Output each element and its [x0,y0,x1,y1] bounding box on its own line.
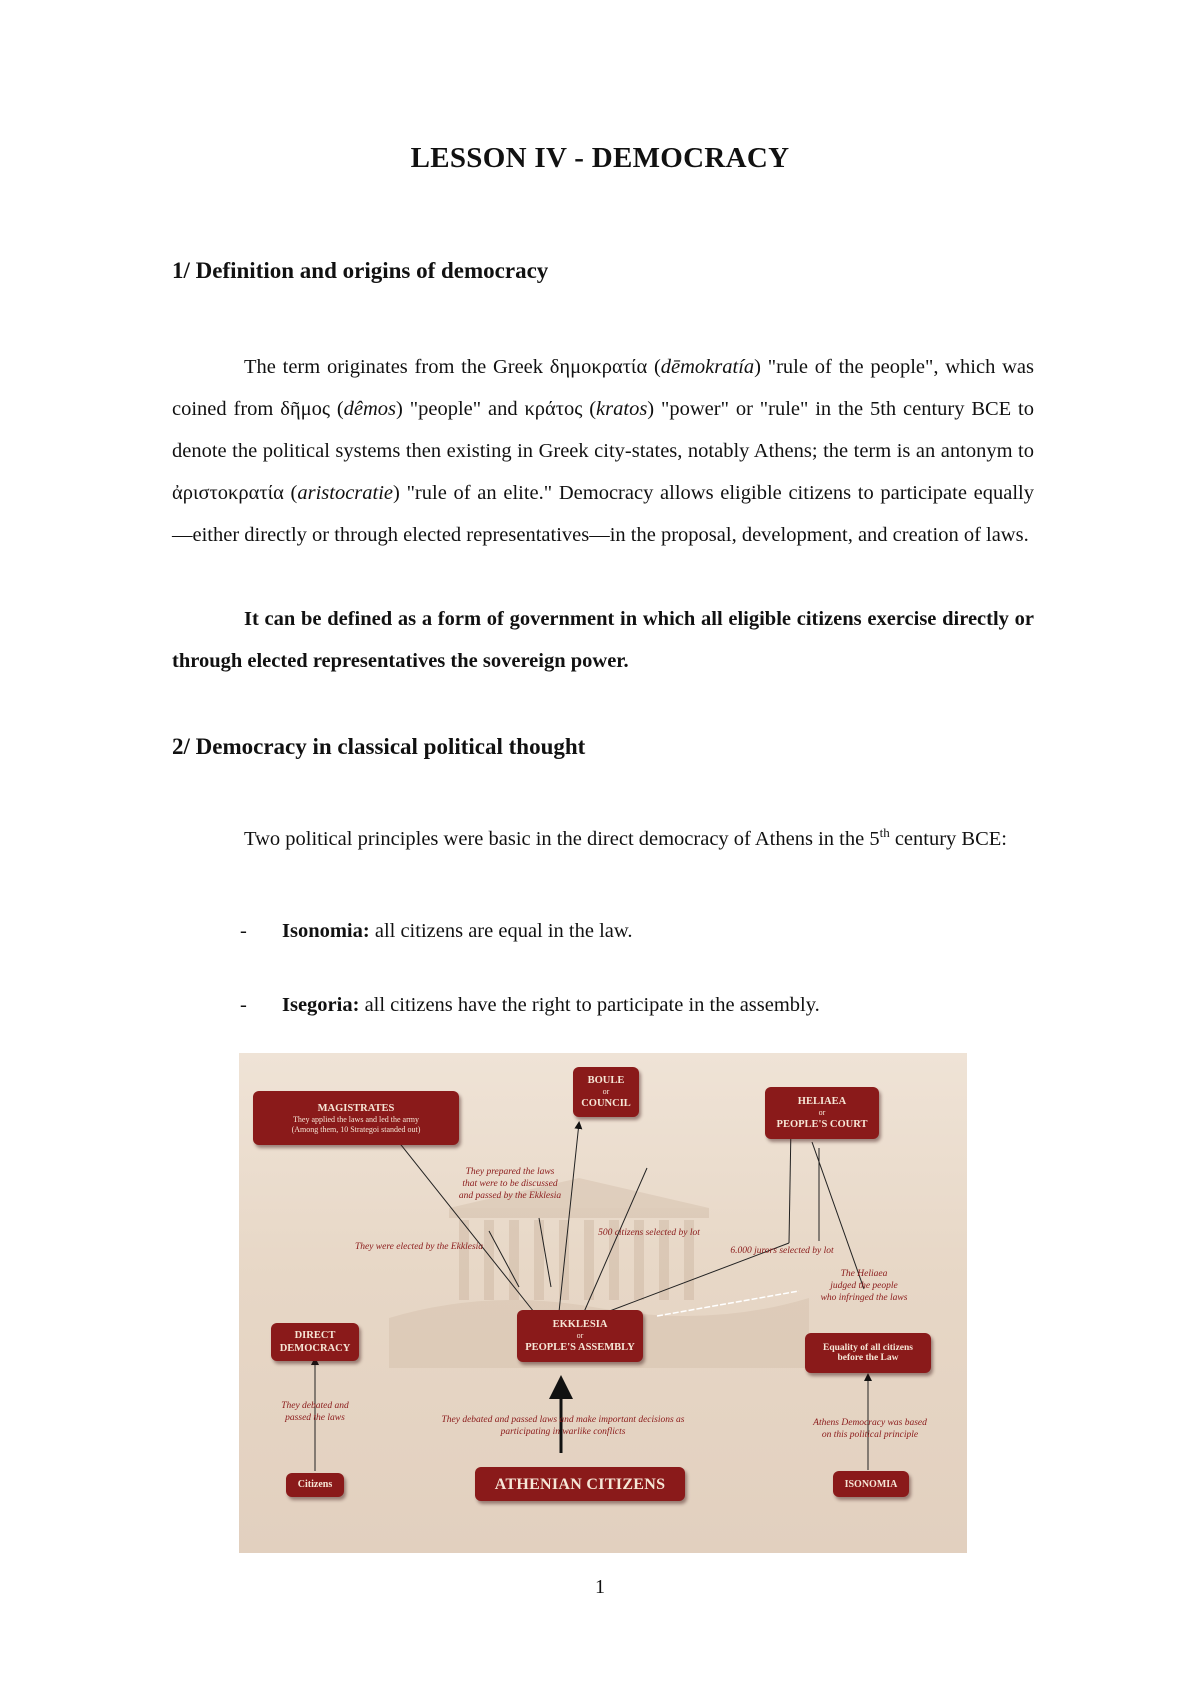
boule-sub: COUNCIL [581,1098,631,1109]
direct-democracy-title: DIRECT [294,1330,336,1341]
label-elected-by-ekklesia: They were elected by the Ekklesia [354,1242,484,1252]
label-jurors: 6.000 jurors selected by lot [730,1246,834,1256]
equality-line-2: before the Law [837,1353,899,1363]
isonomia-label: ISONOMIA [844,1478,898,1490]
citizens-label: Citizens [297,1479,333,1490]
ekklesia-or: or [576,1331,584,1340]
ekklesia-box [517,1310,643,1362]
boule-title: BOULE [587,1075,625,1086]
bullet-isegoria: - Isegoria: all citizens have the right to participate in the assembly. [240,994,820,1016]
label-prepared-laws: They prepared the laws that were to be discussed and passed by the Ekklesia [458,1167,562,1201]
equality-line-1: Equality of all citizens [823,1343,913,1353]
label-debated-decisions: They debated and passed laws and make important decisions as participating in warlike conflicts [441,1415,685,1437]
heliaea-sub: PEOPLE'S COURT [776,1119,868,1130]
label-heliaea-judged: The Heliaea judged the people who infringed the laws [820,1269,908,1303]
athenian-citizens-label: ATHENIAN CITIZENS [494,1475,666,1493]
label-based-on-principle: Athens Democracy was based on this political principle [813,1418,927,1440]
equality-box [805,1333,931,1373]
ekklesia-sub: PEOPLE'S ASSEMBLY [525,1342,635,1353]
label-debated-passed-laws: They debated and passed the laws [281,1401,349,1423]
definition-bold-paragraph: It can be defined as a form of government in which all eligible citizens exercise directly or through elected representatives the sovereign power. [172,608,1034,672]
magistrates-box [253,1091,459,1145]
heliaea-or: or [818,1108,826,1117]
heliaea-box [765,1087,879,1139]
heliaea-title: HELIAEA [797,1096,847,1107]
athenian-democracy-diagram [239,1053,967,1553]
ekklesia-title: EKKLESIA [552,1319,608,1330]
label-500-citizens: 500 citizens selected by lot [598,1228,700,1238]
section-1-heading: 1/ Definition and origins of democracy [172,258,549,283]
citizens-box [286,1473,344,1497]
direct-democracy-sub: DEMOCRACY [279,1343,351,1354]
boule-or: or [602,1087,610,1096]
section-2-heading: 2/ Democracy in classical political thought [172,734,586,759]
principles-intro: Two political principles were basic in the direct democracy of Athens in the 5th century BCE: [244,825,1007,850]
definition-paragraph: The term originates from the Greek δημοκρατία (dēmokratía) "rule of the people", which was coined from δῆμος (dêmos) "people" and κράτος (kratos) "power" or "rule" in the 5th century BCE to denote the political systems then existing in Greek city-states, notably Athens; the term is an antonym to ἀριστοκρατία (aristocratie) "rule of an elite." Democracy allows eligible citizens to participate equally—either directly or through elected representatives—in the proposal, development, and creation of laws. [172,356,1035,546]
magistrates-title: MAGISTRATES [317,1102,395,1114]
isonomia-box [833,1471,909,1497]
magistrates-line-2: (Among them, 10 Strategoi standed out) [291,1124,421,1134]
bullet-isonomia: - Isonomia: all citizens are equal in the law. [240,920,633,942]
page-number: 1 [595,1576,605,1598]
magistrates-line-1: They applied the laws and led the army [293,1114,419,1124]
boule-box [573,1067,639,1117]
direct-democracy-box [271,1323,359,1361]
page-title: LESSON IV - DEMOCRACY [410,142,790,174]
athenian-citizens-box [475,1467,685,1501]
